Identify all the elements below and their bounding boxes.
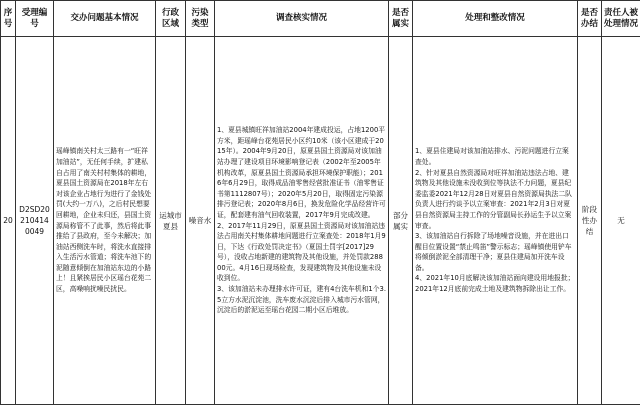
handling-paragraph: 3、该加油站自行拆除了场地噪音设施，并在进出口醒目位置设置“禁止鸣笛”警示标志；瑶峰镇使用铲车将倾倒淤泥全部清理干净；夏县住建局加开洗车设备。	[415, 231, 575, 273]
handling-paragraph: 2、针对夏县自然资源局对旺祥加油站违法占地、建筑物及其他设施未没收到位等执法不力问题，夏县纪委监委2021年12月28日对夏县自然资源局执法二队负责人进行约谈予以立案审查：2021年2月3日对夏县自然资源局主持工作的分管副局长孙运生予以立案审查。	[415, 168, 575, 232]
cell-acceptance-no: D2SD202104140049	[16, 37, 54, 405]
header-issue: 交办问题基本情况	[54, 1, 156, 37]
cell-seq: 20	[1, 37, 16, 405]
header-admin-region: 行政区域	[156, 1, 186, 37]
cell-is-verified: 部分属实	[389, 37, 413, 405]
header-accountability: 责任人被处理情况	[602, 1, 640, 37]
header-is-verified: 是否属实	[389, 1, 413, 37]
header-acceptance-no: 受理编号	[16, 1, 54, 37]
cell-pollution-type: 噪音水	[186, 37, 215, 405]
investigation-paragraph: 1、夏县城镇旺祥加油站2004年建成投运，占地1200平方米，距瑶峰台花苑居民小区约10米（该小区建成于2015年）。2004年9月20日，原夏县国土资源局对该加油站办理了建设项目环境影响登记表（2002年至2005年机构改革，原夏县国土资源局承担环境保护职能）；2016年6月29日，取得成品油零售经营批准证书（油零售证书第1112807号）；2020年5月20日，取得固定污染源排污登记表；2020年8月6日，换发危险化学品经营许可证，配套建有油气回收装置，2017年9月完成改建。	[217, 125, 386, 220]
cell-issue: 瑶峰镇南关村太三路有一“旺祥加油站”，无任何手续，扩建私自占用了南关村村集体的耕地，夏县国土资源局在2018年左右对该企业占地行为进行了金钱处罚(大约一万八)，之后村民想要回耕地，企业未归还，县国土资源局称管不了此事，然后将此事推给了县政府，至今未解决；加油站西侧洗车时，将洗水直接排入生活污水管道；将洗车池下的泥随意倾倒在加油站东边的小路上！且紧挨居民小区瑶台花苑二区，高噪响扰噪民扰民。	[54, 37, 156, 405]
table-row	[1, 37, 640, 405]
header-seq: 序号	[1, 1, 16, 37]
handling-paragraph: 4、2021年10月底解决该加油站面向建设用地报批；2021年12月底前完成土地及建筑物拆除出让工作。	[415, 273, 575, 294]
cell-admin-region: 运城市夏县	[156, 37, 186, 405]
investigation-paragraph: 2、2017年11月29日，原夏县国土资源局对该加油站违法占用南关村集体耕地问题进行立案查处：2018年1月9日，下达《行政处罚决定书》（夏国土罚字[2017]29号），没收占地新建的建筑物及其他设施，并处罚款28800元。4月16日现场检查，发现建筑物及其他设施未设收到位。	[217, 221, 386, 285]
header-row	[1, 1, 640, 37]
investigation-paragraph: 3、该加油站未办理排水许可证，建有4台洗车机和1个3.5立方水泥沉淀池，洗车废水沉淀后排入城市污水管网，沉淀后的淤泥运至瑶台花园二期小区后堆放。	[217, 284, 386, 316]
header-is-closed: 是否办结	[578, 1, 602, 37]
cell-is-closed: 阶段性办结	[578, 37, 602, 405]
cell-accountability: 无	[602, 37, 640, 405]
cell-handling	[413, 37, 578, 405]
header-handling: 处理和整改情况	[413, 1, 578, 37]
header-pollution-type: 污染类型	[186, 1, 215, 37]
cell-investigation	[215, 37, 389, 405]
handling-paragraph: 1、夏县住建局对该加油站排水、污泥问题进行立案查处。	[415, 146, 575, 167]
header-investigation: 调查核实情况	[215, 1, 389, 37]
